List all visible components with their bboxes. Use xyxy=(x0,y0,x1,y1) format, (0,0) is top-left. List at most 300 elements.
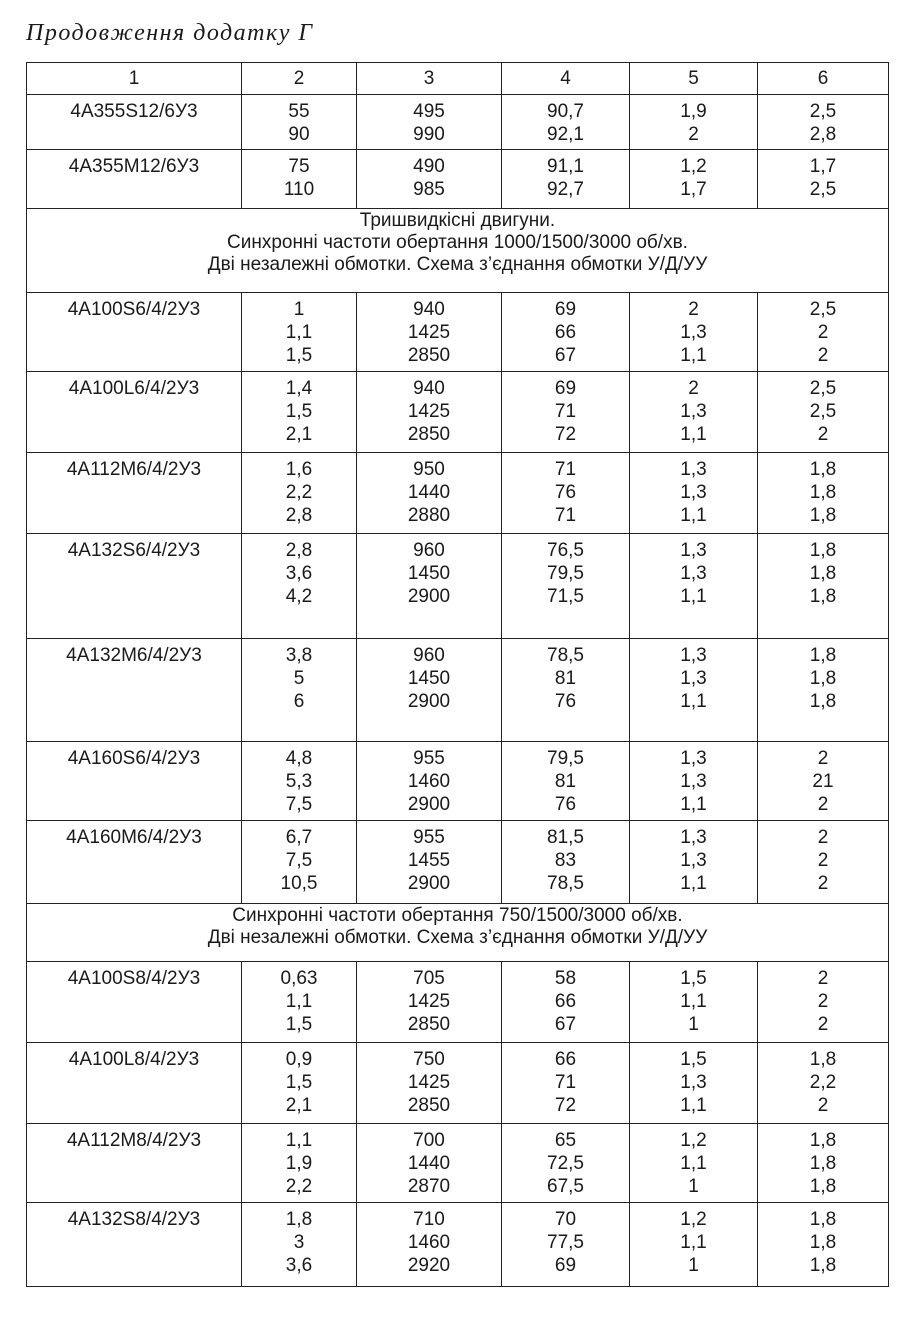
motor-model-cell xyxy=(27,372,242,453)
value-cell xyxy=(758,1203,889,1287)
cell-value: 1,5 xyxy=(285,345,313,366)
cell-value: 66 xyxy=(554,322,577,343)
cell-value: 1,8 xyxy=(809,645,837,666)
cell-value: 1,5 xyxy=(285,1072,313,1093)
cell-value: 69 xyxy=(554,378,577,399)
value-cell xyxy=(630,1203,758,1287)
cell-value: 1,3 xyxy=(680,850,707,871)
value-cell xyxy=(242,293,357,372)
cell-value: 1,1 xyxy=(680,1095,707,1116)
cell-value: 1 xyxy=(293,299,305,320)
cell-value: 1,7 xyxy=(680,179,707,200)
cell-value: 92,1 xyxy=(547,124,584,145)
value-cell xyxy=(357,742,502,821)
motor-model-cell xyxy=(27,95,242,150)
value-cell xyxy=(502,150,630,209)
value-cell xyxy=(357,639,502,742)
table-row xyxy=(27,453,889,534)
cell-value: 2900 xyxy=(407,794,451,815)
value-cell xyxy=(758,1043,889,1124)
value-cell xyxy=(502,639,630,742)
section-header-line: Дві незалежні обмотки. Схема з’єднання обмотки У/Д/УУ xyxy=(207,254,708,275)
value-cell xyxy=(758,372,889,453)
cell-value: 1,8 xyxy=(809,668,837,689)
column-header: 1 xyxy=(27,63,242,95)
cell-value: 0,9 xyxy=(285,1049,313,1070)
cell-value: 990 xyxy=(413,124,445,145)
cell-value: 67,5 xyxy=(547,1176,584,1197)
table-row xyxy=(27,1124,889,1203)
cell-value: 10,5 xyxy=(280,873,318,894)
value-cell xyxy=(758,1124,889,1203)
value-cell xyxy=(357,453,502,534)
cell-value: 2,8 xyxy=(809,124,837,145)
cell-value: 960 xyxy=(413,540,445,561)
cell-value: 1,3 xyxy=(680,322,707,343)
value-cell xyxy=(357,293,502,372)
cell-value: 1,5 xyxy=(680,1049,707,1070)
cell-value: 2850 xyxy=(407,1014,451,1035)
cell-value: 1,9 xyxy=(285,1153,313,1174)
value-cell xyxy=(242,95,357,150)
cell-value: 700 xyxy=(413,1130,445,1151)
cell-value: 955 xyxy=(413,827,445,848)
cell-value: 71 xyxy=(554,401,577,422)
value-cell xyxy=(242,639,357,742)
value-cell xyxy=(502,1043,630,1124)
table-row xyxy=(27,95,889,150)
value-cell xyxy=(502,742,630,821)
cell-value: 2,5 xyxy=(809,401,837,422)
cell-value: 3,8 xyxy=(285,645,313,666)
cell-value: 1,1 xyxy=(680,1153,707,1174)
cell-value: 2850 xyxy=(407,424,451,445)
value-cell xyxy=(242,1203,357,1287)
section-header-line: Синхронні частоти обертання 750/1500/3000 об/хв. xyxy=(232,905,683,926)
cell-value: 1,1 xyxy=(680,794,707,815)
cell-value: 2,5 xyxy=(809,299,837,320)
motor-model: 4А355S12/6У3 xyxy=(70,101,198,122)
cell-value: 90,7 xyxy=(547,101,584,122)
value-cell xyxy=(630,962,758,1043)
value-cell xyxy=(502,1124,630,1203)
cell-value: 1460 xyxy=(407,771,451,792)
cell-value: 3 xyxy=(293,1232,305,1253)
cell-value: 490 xyxy=(413,156,445,177)
table-row xyxy=(27,1203,889,1287)
cell-value: 1,3 xyxy=(680,459,707,480)
value-cell xyxy=(630,372,758,453)
cell-value: 1,3 xyxy=(680,668,707,689)
value-cell xyxy=(758,962,889,1043)
cell-value: 1,1 xyxy=(680,691,707,712)
cell-value: 71 xyxy=(554,1072,577,1093)
cell-value: 1425 xyxy=(407,401,451,422)
cell-value: 1,3 xyxy=(680,563,707,584)
value-cell xyxy=(502,293,630,372)
cell-value: 58 xyxy=(554,968,577,989)
cell-value: 78,5 xyxy=(547,645,584,666)
value-cell xyxy=(357,95,502,150)
value-cell xyxy=(630,453,758,534)
cell-value: 1,3 xyxy=(680,482,707,503)
table-row xyxy=(27,1043,889,1124)
motor-model: 4А132S8/4/2У3 xyxy=(67,1209,201,1230)
value-cell xyxy=(502,1203,630,1287)
cell-value: 2 xyxy=(817,991,829,1012)
cell-value: 2,5 xyxy=(809,179,837,200)
column-header: 4 xyxy=(502,63,630,95)
value-cell xyxy=(242,962,357,1043)
cell-value: 1,3 xyxy=(680,771,707,792)
motor-model-cell xyxy=(27,821,242,904)
motor-model-cell xyxy=(27,962,242,1043)
cell-value: 91,1 xyxy=(547,156,584,177)
cell-value: 2 xyxy=(817,1014,829,1035)
cell-value: 1,8 xyxy=(809,586,837,607)
cell-value: 70 xyxy=(554,1209,577,1230)
cell-value: 1,8 xyxy=(809,482,837,503)
value-cell xyxy=(502,821,630,904)
cell-value: 3,6 xyxy=(285,563,313,584)
cell-value: 69 xyxy=(554,1255,577,1276)
cell-value: 1,1 xyxy=(285,1130,313,1151)
value-cell xyxy=(630,1124,758,1203)
cell-value: 1,8 xyxy=(809,540,837,561)
cell-value: 1450 xyxy=(407,563,451,584)
cell-value: 1,3 xyxy=(680,1072,707,1093)
motor-model: 4А112М6/4/2У3 xyxy=(66,459,202,480)
cell-value: 2 xyxy=(817,345,829,366)
cell-value: 7,5 xyxy=(285,850,313,871)
cell-value: 4,8 xyxy=(285,748,313,769)
value-cell xyxy=(758,95,889,150)
column-header: 6 xyxy=(758,63,889,95)
cell-value: 2 xyxy=(817,794,829,815)
value-cell xyxy=(242,1043,357,1124)
cell-value: 2,8 xyxy=(285,505,313,526)
cell-value: 2,1 xyxy=(285,424,313,445)
section-header-row xyxy=(27,209,889,293)
value-cell xyxy=(357,1043,502,1124)
cell-value: 2 xyxy=(817,424,829,445)
cell-value: 2880 xyxy=(407,505,451,526)
cell-value: 1,8 xyxy=(809,1049,837,1070)
cell-value: 75 xyxy=(288,156,310,177)
cell-value: 7,5 xyxy=(285,794,313,815)
motor-model-cell xyxy=(27,742,242,821)
motor-model: 4А112М8/4/2У3 xyxy=(66,1130,202,1151)
cell-value: 2 xyxy=(817,873,829,894)
value-cell xyxy=(242,534,357,639)
cell-value: 1440 xyxy=(407,1153,451,1174)
cell-value: 2900 xyxy=(407,691,451,712)
motor-model: 4А160М6/4/2У3 xyxy=(66,827,202,848)
cell-value: 2 xyxy=(688,124,699,145)
cell-value: 72 xyxy=(554,424,577,445)
value-cell xyxy=(242,372,357,453)
cell-value: 92,7 xyxy=(547,179,584,200)
value-cell xyxy=(630,821,758,904)
cell-value: 1,8 xyxy=(809,1255,837,1276)
value-cell xyxy=(630,1043,758,1124)
cell-value: 0,63 xyxy=(280,968,318,989)
cell-value: 72,5 xyxy=(547,1153,584,1174)
cell-value: 6 xyxy=(293,691,305,712)
value-cell xyxy=(357,1203,502,1287)
section-header-row xyxy=(27,904,889,962)
motor-model: 4А132М6/4/2У3 xyxy=(66,645,202,666)
cell-value: 1,5 xyxy=(285,1014,313,1035)
cell-value: 1,8 xyxy=(809,1209,837,1230)
cell-value: 1,2 xyxy=(680,1209,707,1230)
cell-value: 2 xyxy=(817,748,829,769)
cell-value: 1,1 xyxy=(285,991,313,1012)
cell-value: 110 xyxy=(283,179,315,200)
cell-value: 955 xyxy=(413,748,445,769)
cell-value: 55 xyxy=(288,101,310,122)
cell-value: 1,3 xyxy=(680,827,707,848)
cell-value: 67 xyxy=(554,1014,577,1035)
value-cell xyxy=(502,372,630,453)
cell-value: 750 xyxy=(413,1049,445,1070)
value-cell xyxy=(502,962,630,1043)
cell-value: 1425 xyxy=(407,1072,451,1093)
cell-value: 1,1 xyxy=(680,586,707,607)
cell-value: 2,8 xyxy=(285,540,313,561)
cell-value: 1,8 xyxy=(809,1153,837,1174)
value-cell xyxy=(630,534,758,639)
cell-value: 985 xyxy=(413,179,445,200)
cell-value: 2900 xyxy=(407,873,451,894)
cell-value: 2,1 xyxy=(285,1095,313,1116)
motor-model: 4А355М12/6У3 xyxy=(68,156,200,177)
motor-model-cell xyxy=(27,1203,242,1287)
cell-value: 2 xyxy=(817,322,829,343)
value-cell xyxy=(357,372,502,453)
header-row xyxy=(27,63,889,95)
value-cell xyxy=(630,639,758,742)
motor-model-cell xyxy=(27,1043,242,1124)
table-row xyxy=(27,293,889,372)
cell-value: 77,5 xyxy=(547,1232,584,1253)
motor-model: 4А132S6/4/2У3 xyxy=(67,540,201,561)
value-cell xyxy=(758,639,889,742)
cell-value: 2 xyxy=(817,968,829,989)
cell-value: 1460 xyxy=(407,1232,451,1253)
cell-value: 2 xyxy=(688,299,699,320)
value-cell xyxy=(242,1124,357,1203)
motor-model-cell xyxy=(27,293,242,372)
value-cell xyxy=(357,821,502,904)
cell-value: 1425 xyxy=(407,322,451,343)
cell-value: 67 xyxy=(554,345,577,366)
cell-value: 1,8 xyxy=(285,1209,313,1230)
table-body xyxy=(27,95,889,1287)
cell-value: 2,2 xyxy=(809,1072,837,1093)
cell-value: 1450 xyxy=(407,668,451,689)
cell-value: 1425 xyxy=(407,991,451,1012)
column-header: 5 xyxy=(630,63,758,95)
cell-value: 710 xyxy=(413,1209,445,1230)
cell-value: 72 xyxy=(554,1095,577,1116)
motor-model-cell xyxy=(27,453,242,534)
cell-value: 1 xyxy=(688,1014,699,1035)
cell-value: 5,3 xyxy=(285,771,313,792)
cell-value: 1440 xyxy=(407,482,451,503)
value-cell xyxy=(630,150,758,209)
cell-value: 71 xyxy=(554,459,577,480)
cell-value: 1,8 xyxy=(809,1232,837,1253)
value-cell xyxy=(502,95,630,150)
cell-value: 950 xyxy=(413,459,445,480)
cell-value: 79,5 xyxy=(547,563,584,584)
motor-model-cell xyxy=(27,1124,242,1203)
value-cell xyxy=(630,293,758,372)
cell-value: 69 xyxy=(554,299,577,320)
cell-value: 1,7 xyxy=(809,156,837,177)
cell-value: 1,8 xyxy=(809,505,837,526)
cell-value: 1,2 xyxy=(680,156,707,177)
cell-value: 71 xyxy=(554,505,577,526)
cell-value: 81,5 xyxy=(547,827,584,848)
cell-value: 940 xyxy=(413,378,445,399)
cell-value: 1,5 xyxy=(680,968,707,989)
cell-value: 1,8 xyxy=(809,459,837,480)
section-header xyxy=(27,209,889,293)
cell-value: 2 xyxy=(688,378,699,399)
value-cell xyxy=(758,821,889,904)
value-cell xyxy=(242,150,357,209)
cell-value: 2,5 xyxy=(809,378,837,399)
cell-value: 1,3 xyxy=(680,540,707,561)
cell-value: 1,1 xyxy=(680,873,707,894)
cell-value: 1,4 xyxy=(285,378,313,399)
cell-value: 1,1 xyxy=(680,424,707,445)
value-cell xyxy=(758,742,889,821)
value-cell xyxy=(758,150,889,209)
cell-value: 1 xyxy=(688,1176,699,1197)
value-cell xyxy=(357,1124,502,1203)
table-row xyxy=(27,742,889,821)
table-row xyxy=(27,962,889,1043)
cell-value: 1,8 xyxy=(809,1176,837,1197)
value-cell xyxy=(630,95,758,150)
cell-value: 71,5 xyxy=(547,586,584,607)
cell-value: 960 xyxy=(413,645,445,666)
table-row xyxy=(27,639,889,742)
cell-value: 1,1 xyxy=(680,1232,707,1253)
cell-value: 2900 xyxy=(407,586,451,607)
cell-value: 66 xyxy=(554,1049,577,1070)
table-row xyxy=(27,534,889,639)
cell-value: 1,1 xyxy=(680,991,707,1012)
cell-value: 76,5 xyxy=(547,540,584,561)
value-cell xyxy=(758,534,889,639)
motor-model: 4А100L8/4/2У3 xyxy=(68,1049,200,1070)
cell-value: 2920 xyxy=(407,1255,451,1276)
cell-value: 66 xyxy=(554,991,577,1012)
cell-value: 76 xyxy=(554,794,577,815)
value-cell xyxy=(502,453,630,534)
cell-value: 1,2 xyxy=(680,1130,707,1151)
cell-value: 2850 xyxy=(407,345,451,366)
table-row xyxy=(27,821,889,904)
cell-value: 1,1 xyxy=(680,505,707,526)
table-row xyxy=(27,150,889,209)
column-header: 2 xyxy=(242,63,357,95)
value-cell xyxy=(630,742,758,821)
page-caption: Продовження додатку Г xyxy=(26,20,314,46)
motor-spec-table xyxy=(26,62,889,1287)
cell-value: 5 xyxy=(293,668,305,689)
cell-value: 3,6 xyxy=(285,1255,313,1276)
value-cell xyxy=(357,534,502,639)
cell-value: 1,8 xyxy=(809,1130,837,1151)
cell-value: 79,5 xyxy=(547,748,584,769)
cell-value: 1,3 xyxy=(680,748,707,769)
cell-value: 81 xyxy=(554,771,577,792)
cell-value: 1,3 xyxy=(680,401,707,422)
cell-value: 83 xyxy=(554,850,577,871)
cell-value: 4,2 xyxy=(285,586,313,607)
cell-value: 1,6 xyxy=(285,459,313,480)
cell-value: 1,1 xyxy=(285,322,313,343)
value-cell xyxy=(758,293,889,372)
motor-model-cell xyxy=(27,150,242,209)
section-header-line: Синхронні частоти обертання 1000/1500/3000 об/хв. xyxy=(227,232,688,253)
cell-value: 78,5 xyxy=(547,873,584,894)
cell-value: 705 xyxy=(413,968,445,989)
cell-value: 6,7 xyxy=(285,827,313,848)
cell-value: 1,8 xyxy=(809,691,837,712)
cell-value: 76 xyxy=(554,691,577,712)
cell-value: 2 xyxy=(817,827,829,848)
table-row xyxy=(27,372,889,453)
section-header-line: Тришвидкісні двигуни. xyxy=(359,210,556,231)
cell-value: 2870 xyxy=(407,1176,451,1197)
cell-value: 1 xyxy=(688,1255,699,1276)
motor-model: 4А160S6/4/2У3 xyxy=(67,748,201,769)
value-cell xyxy=(357,962,502,1043)
value-cell xyxy=(502,534,630,639)
motor-model: 4А100S8/4/2У3 xyxy=(67,968,201,989)
motor-model: 4А100L6/4/2У3 xyxy=(68,378,200,399)
value-cell xyxy=(242,742,357,821)
cell-value: 1,9 xyxy=(680,101,707,122)
cell-value: 1455 xyxy=(407,850,451,871)
cell-value: 1,5 xyxy=(285,401,313,422)
cell-value: 2 xyxy=(817,1095,829,1116)
cell-value: 21 xyxy=(812,771,834,792)
cell-value: 65 xyxy=(554,1130,577,1151)
cell-value: 2,2 xyxy=(285,1176,313,1197)
motor-model-cell xyxy=(27,534,242,639)
value-cell xyxy=(242,821,357,904)
cell-value: 2,2 xyxy=(285,482,313,503)
motor-model-cell xyxy=(27,639,242,742)
cell-value: 495 xyxy=(413,101,445,122)
column-header: 3 xyxy=(357,63,502,95)
value-cell xyxy=(357,150,502,209)
motor-model: 4А100S6/4/2У3 xyxy=(67,299,201,320)
cell-value: 940 xyxy=(413,299,445,320)
cell-value: 2,5 xyxy=(809,101,837,122)
cell-value: 2 xyxy=(817,850,829,871)
cell-value: 76 xyxy=(554,482,577,503)
section-header xyxy=(27,904,889,962)
cell-value: 2850 xyxy=(407,1095,451,1116)
